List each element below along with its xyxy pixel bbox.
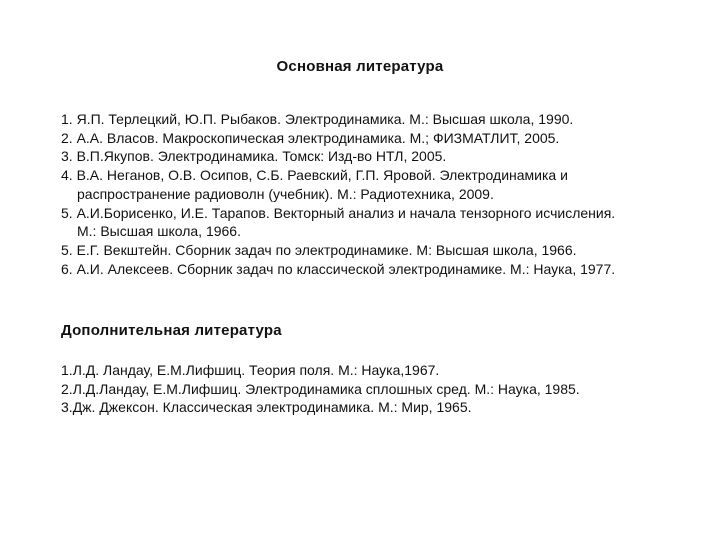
item-text: В.А. Неганов, О.В. Осипов, С.Б. Раевский, Г.П. Яровой. Электродинамика и — [76, 167, 568, 184]
item-text: Дж. Джексон. Классическая электродинамика. М.: Мир, 1965. — [72, 399, 472, 416]
item-number: 5. — [61, 241, 73, 258]
list-item — [61, 147, 711, 166]
list-item — [61, 166, 711, 203]
item-text: А.А. Власов. Макроскопическая электродинамика. М.; ФИЗМАТЛИТ, 2005. — [76, 129, 560, 146]
list-item — [61, 241, 711, 260]
item-text: Л.Д. Ландау, Е.М.Лифшиц. Теория поля. М.: Наука,1967. — [72, 362, 440, 378]
list-item — [61, 398, 711, 417]
item-text: А.И.Борисенко, И.Е. Тарапов. Векторный анализ и начала тензорного исчисления. — [76, 204, 616, 221]
item-number: 5. — [61, 204, 73, 221]
main-literature-list — [61, 110, 711, 278]
item-text: Я.П. Терлецкий, Ю.П. Рыбаков. Электродинамика. М.: Высшая школа, 1990. — [76, 111, 574, 127]
list-item — [61, 260, 711, 279]
extra-literature-list — [61, 361, 711, 417]
item-number: 3. — [61, 399, 73, 416]
item-number: 1. — [61, 111, 73, 127]
list-item — [61, 129, 711, 148]
item-text-continuation: М.: Высшая школа, 1966. — [77, 223, 241, 240]
item-number: 4. — [61, 167, 73, 184]
item-text: А.И. Алексеев. Сборник задач по классической электродинамике. М.: Наука, 1977. — [76, 260, 616, 277]
item-text: Л.Д.Ландау, Е.М.Лифшиц. Электродинамика сплошных сред. М.: Наука, 1985. — [72, 380, 580, 397]
extra-literature-heading: Дополнительная литература — [61, 322, 282, 339]
item-number: 2. — [61, 129, 73, 146]
item-number: 1. — [61, 362, 73, 378]
item-text: Е.Г. Векштейн. Сборник задач по электродинамике. М: Высшая школа, 1966. — [76, 241, 577, 258]
list-item — [61, 204, 711, 241]
item-number: 2. — [61, 380, 73, 397]
item-number: 3. — [61, 148, 73, 165]
main-literature-heading: Основная литература — [276, 58, 444, 75]
item-text-continuation: распространение радиоволн (учебник). М.: Радиотехника, 2009. — [77, 185, 494, 202]
list-item — [61, 361, 711, 380]
list-item — [61, 380, 711, 399]
list-item — [61, 110, 711, 129]
item-text: В.П.Якупов. Электродинамика. Томск: Изд-во НТЛ, 2005. — [76, 148, 447, 165]
item-number: 6. — [61, 260, 73, 277]
